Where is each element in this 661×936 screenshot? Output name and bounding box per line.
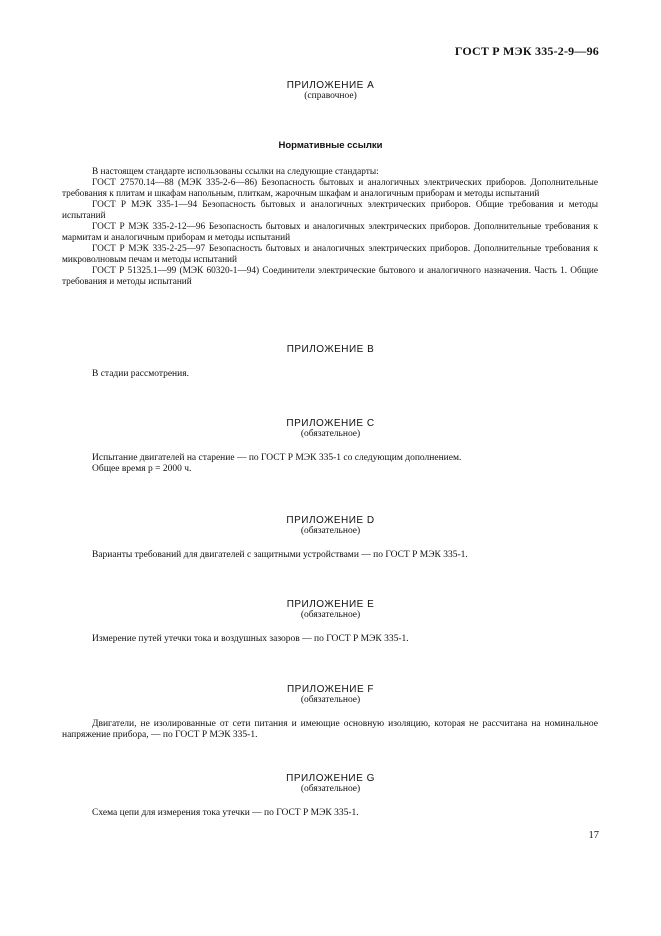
annex-b-title: ПРИЛОЖЕНИЕ B — [286, 344, 375, 355]
references-intro: В настоящем стандарте использованы ссылки на следующие стандарты: — [92, 167, 379, 177]
reference-item: ГОСТ Р МЭК 335-1—94 Безопасность бытовых и аналогичных электрических приборов. Общие требования и методы испытаний — [62, 200, 598, 221]
annex-d-text: Варианты требований для двигателей с защитными устройствами — по ГОСТ Р МЭК 335-1. — [92, 550, 468, 560]
annex-g-title: ПРИЛОЖЕНИЕ G — [286, 773, 375, 784]
reference-item: ГОСТ Р 51325.1—99 (МЭК 60320-1—94) Соединители электрические бытового и аналогичного назначения. Часть 1. Общие требования и методы испытаний — [62, 266, 598, 287]
annex-c-text: Испытание двигателей на старение — по ГОСТ Р МЭК 335-1 со следующим дополнением. — [92, 453, 462, 463]
annex-d-subtitle: (обязательное) — [300, 526, 361, 536]
annex-d-title: ПРИЛОЖЕНИЕ D — [286, 515, 375, 526]
annex-f-text: Двигатели, не изолированные от сети питания и имеющие основную изоляцию, которая не рассчитана на номинальное напряжение прибора, — по ГОСТ Р МЭК 335-1. — [62, 719, 598, 740]
annex-b-text: В стадии рассмотрения. — [92, 369, 189, 379]
annex-a-subtitle: (справочное) — [304, 91, 357, 101]
annex-c-total-time: Общее время p = 2000 ч. — [92, 464, 192, 474]
annex-e-text: Измерение путей утечки тока и воздушных зазоров — по ГОСТ Р МЭК 335-1. — [92, 634, 409, 644]
annex-e-title: ПРИЛОЖЕНИЕ E — [286, 599, 375, 610]
annex-a-title: ПРИЛОЖЕНИЕ A — [286, 80, 375, 91]
annex-f-subtitle: (обязательное) — [300, 695, 361, 705]
annex-e-subtitle: (обязательное) — [300, 610, 361, 620]
references-list — [62, 167, 598, 288]
annex-f-title: ПРИЛОЖЕНИЕ F — [286, 684, 375, 695]
normative-references-heading: Нормативные ссылки — [278, 140, 383, 151]
reference-item: ГОСТ Р МЭК 335-2-25—97 Безопасность бытовых и аналогичных электрических приборов. Дополнительные требования к микроволновым печам и методы испытаний — [62, 244, 598, 265]
reference-item: ГОСТ Р МЭК 335-2-12—96 Безопасность бытовых и аналогичных электрических приборов. Дополнительные требования к марм​итам и аналогичным приборам и методы испытаний — [62, 222, 598, 243]
standard-code-header: ГОСТ Р МЭК 335-2-9—96 — [454, 44, 599, 58]
reference-item: ГОСТ 27570.14—88 (МЭК 335-2-6—86) Безопасность бытовых и аналогичных электрических приборов. Дополнительные требования к плитам и шкафам напольным, плиткам, жарочным шкафам и аналогичным приборам и методы испытаний — [62, 178, 598, 199]
annex-g-subtitle: (обязательное) — [300, 784, 361, 794]
annex-g-text: Схема цепи для измерения тока утечки — по ГОСТ Р МЭК 335-1. — [92, 808, 359, 818]
annex-c-title: ПРИЛОЖЕНИЕ C — [286, 418, 375, 429]
page-number: 17 — [588, 830, 599, 841]
annex-c-subtitle: (обязательное) — [300, 429, 361, 439]
